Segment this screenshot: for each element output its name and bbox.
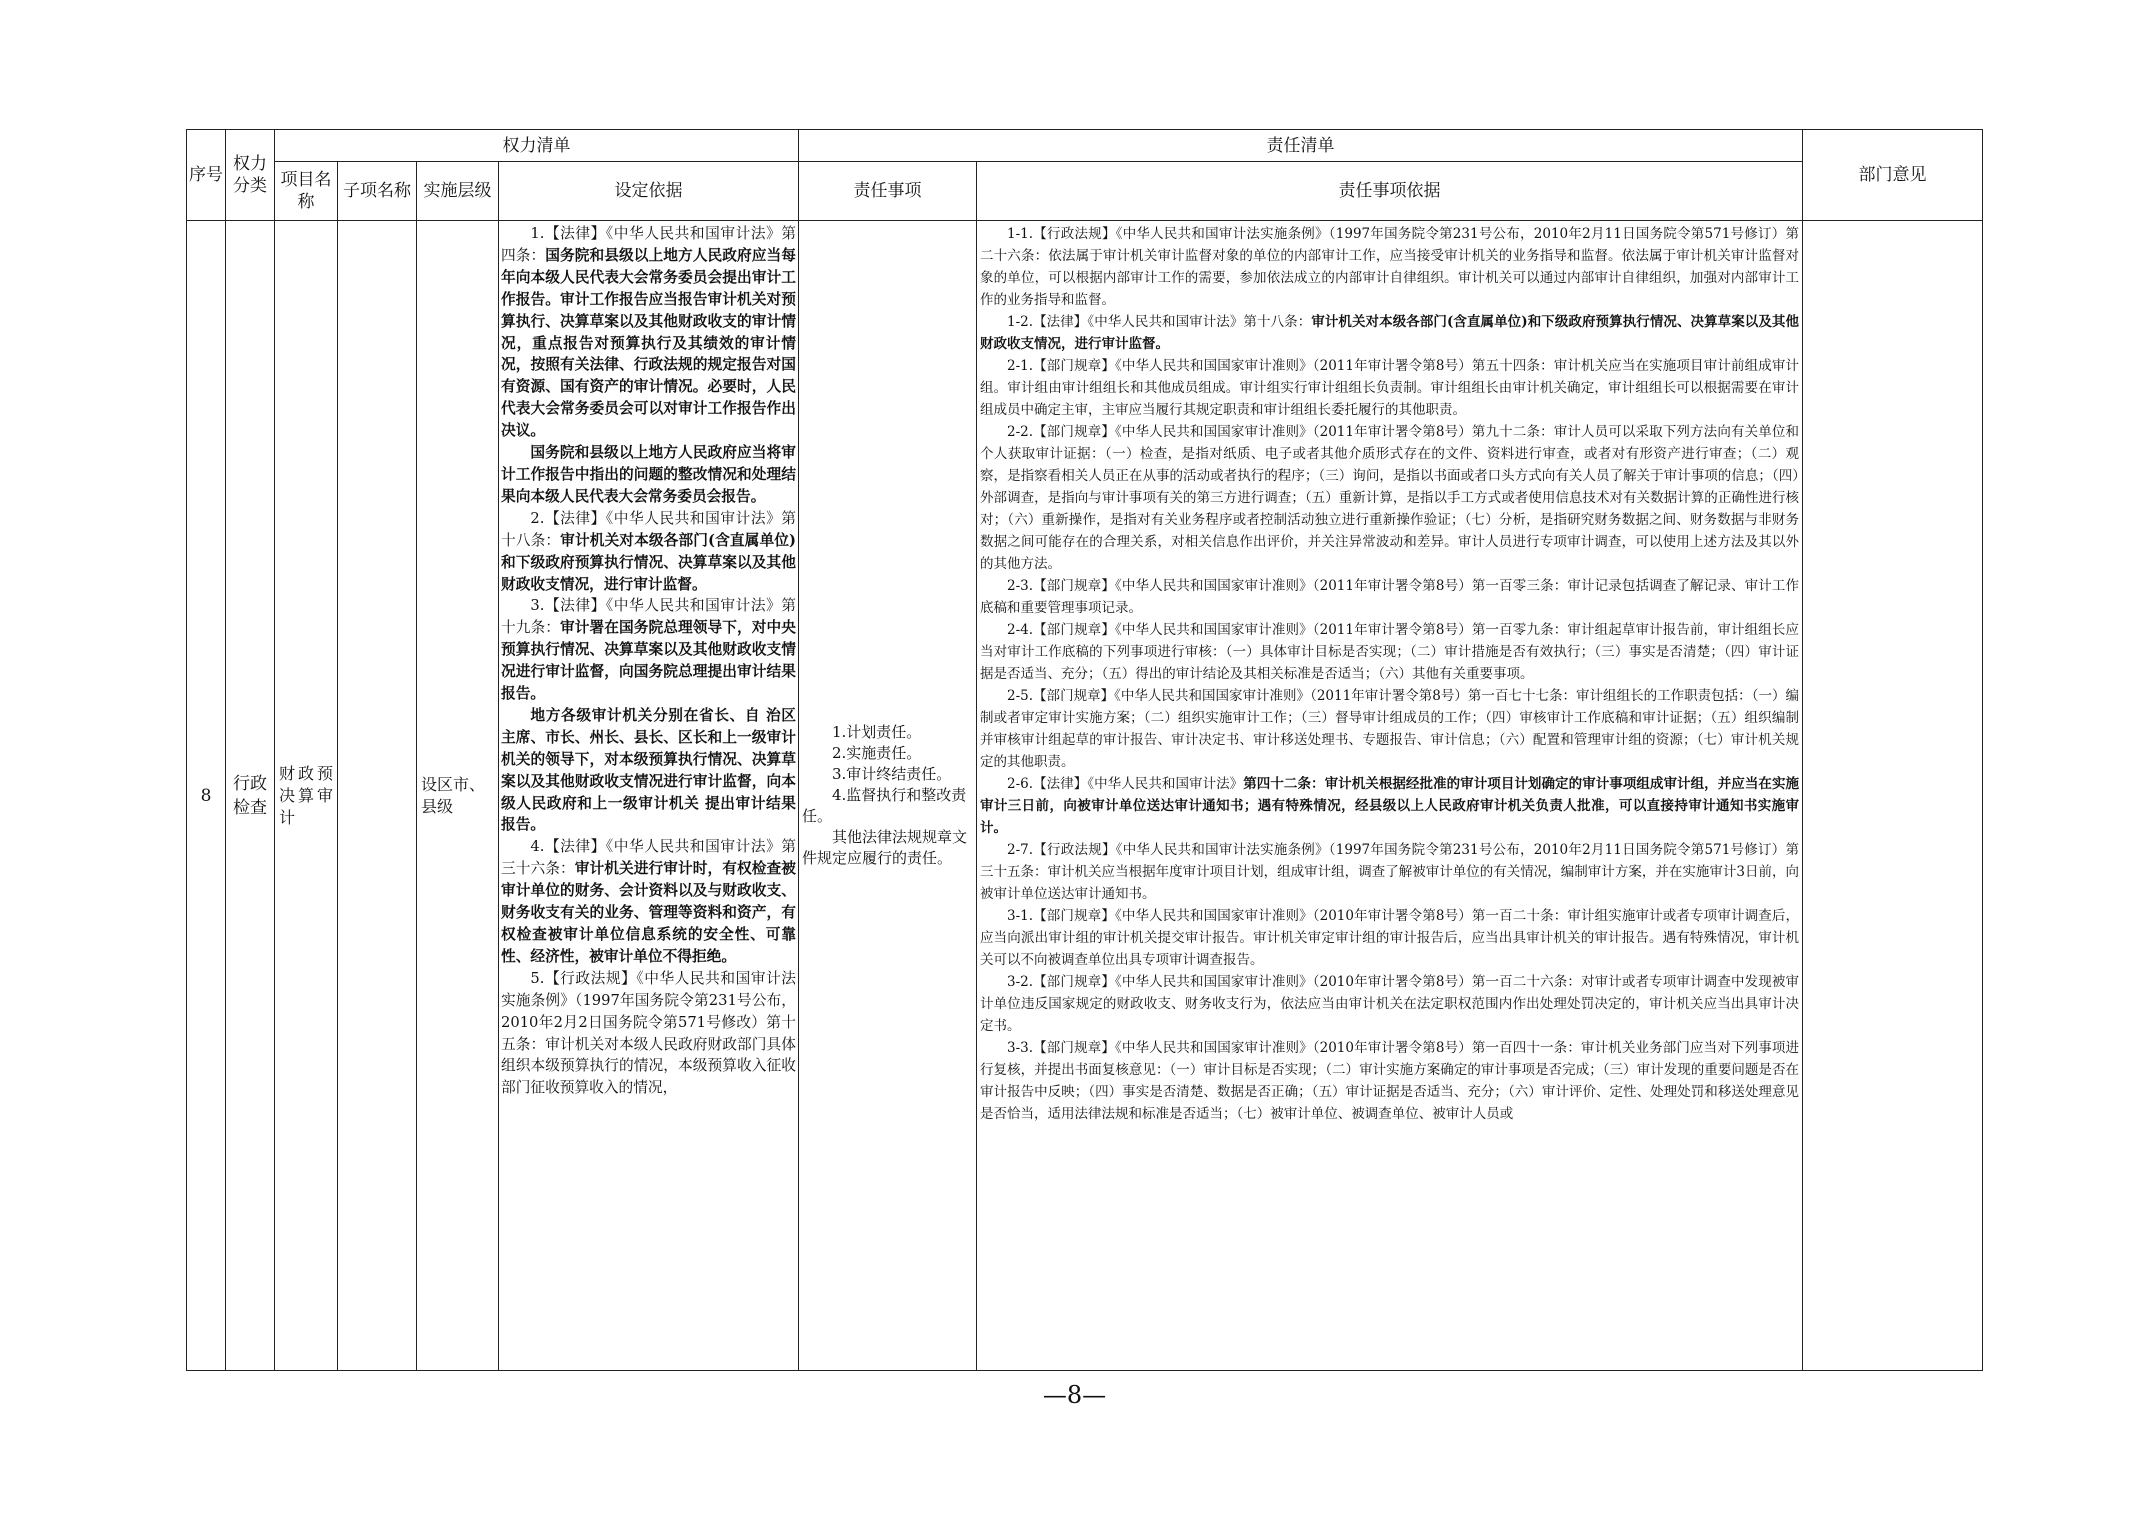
resp-paragraph: 2-6.【法律】《中华人民共和国审计法》第四十二条：审计机关根据经批准的审计项目计划确定的审计事项组成审计组，并应当在实施审计三日前，向被审计单位送达审计通知书；遇有特殊情况，经县级以上人民政府审计机关负责人批准，可以直接持审计通知书实施审计。 (980, 776, 1800, 836)
row-level: 设区市、县级 (417, 221, 499, 1371)
resp-paragraph: 2-3.【部门规章】《中华人民共和国国家审计准则》（2011年审计署令第8号）第一百零三条：审计记录包括调查了解记录、审计工作底稿和重要管理事项记录。 (980, 578, 1799, 616)
duty-item: 其他法律法规规章文件规定应履行的责任。 (802, 828, 968, 867)
resp-paragraph: 2-7.【行政法规】《中华人民共和国审计法实施条例》（1997年国务院令第231号公布，2010年2月11日国务院令第571号修订）第三十五条：审计机关应当根据年度审计项目计划，组成审计组，调查了解被审计单位的有关情况，编制审计方案，并在实施审计3日前，向被审计单位送达审计通知书。 (980, 842, 1799, 902)
header-responsibility-list: 责任清单 (799, 130, 1803, 162)
header-project-name: 项目名称 (275, 162, 338, 221)
resp-paragraph: 3-3.【部门规章】《中华人民共和国国家审计准则》（2010年审计署令第8号）第一百四十一条：审计机关业务部门应当对下列事项进行复核，并提出书面复核意见：（一）审计目标是否实现；（二）审计实施方案确定的审计事项是否完成；（三）审计发现的重要问题是否在审计报告中反映；（四）事实是否清楚、数据是否正确；（五）审计证据是否适当、充分；（六）审计评价、定性、处理处罚和移送处理意见是否恰当，适用法律法规和标准是否适当；（七）被审计单位、被调查单位、被审计人员或 (980, 1040, 1799, 1122)
responsibility-basis (977, 221, 1803, 1371)
basis-paragraph: 5.【行政法规】《中华人民共和国审计法实施条例》（1997年国务院令第231号公布，2010年2月2日国务院令第571号修改）第十五条：审计机关对本级人民政府财政部门具体组织本级预算执行的情况，本级预算收入征收部门征收预算收入的情况， (501, 969, 796, 1097)
setting-basis (499, 221, 799, 1371)
header-department-opinion: 部门意见 (1803, 130, 1983, 221)
resp-paragraph: 2-1.【部门规章】《中华人民共和国国家审计准则》（2011年审计署令第8号）第五十四条：审计机关应当在实施项目审计前组成审计组。审计组由审计组组长和其他成员组成。审计组实行审计组组长负责制。审计组组长由审计机关确定，审计组组长可以根据需要在审计组成员中确定主审，主审应当履行其规定职责和审计组组长委托履行的其他职责。 (980, 358, 1799, 418)
row-seq: 8 (187, 221, 226, 1371)
basis-paragraph: 4.【法律】《中华人民共和国审计法》第三十六条：审计机关进行审计时，有权检查被审计单位的财务、会计资料以及与财政收支、财务收支有关的业务、管理等资料和资产，有权检查被审计单位信息系统的安全性、可靠性、经济性，被审计单位不得拒绝。 (501, 838, 796, 965)
duty-item: 3.审计终结责任。 (832, 765, 952, 783)
page-number: —8— (1042, 1381, 1107, 1409)
header-level: 实施层级 (417, 162, 499, 221)
duty-item: 4.监督执行和整改责任。 (802, 786, 967, 825)
basis-paragraph: 国务院和县级以上地方人民政府应当将审计工作报告中指出的问题的整改情况和处理结果向本级人民代表大会常务委员会报告。 (501, 444, 796, 505)
table-row (187, 221, 1983, 1371)
row-category: 行政检查 (226, 221, 275, 1371)
resp-paragraph: 3-2.【部门规章】《中华人民共和国国家审计准则》（2010年审计署令第8号）第一百二十六条：对审计或者专项审计调查中发现被审计单位违反国家规定的财政收支、财务收支行为，依法应当由审计机关在法定职权范围内作出处理处罚决定的，审计机关应当出具审计决定书。 (980, 974, 1799, 1034)
resp-paragraph: 3-1.【部门规章】《中华人民共和国国家审计准则》（2010年审计署令第8号）第一百二十条：审计组实施审计或者专项审计调查后，应当向派出审计组的审计机关提交审计报告。审计机关审定审计组的审计报告后，应当出具审计机关的审计报告。遇有特殊情况，审计机关可以不向被调查单位出具专项审计调查报告。 (980, 908, 1799, 968)
duty-item: 1.计划责任。 (832, 723, 922, 741)
row-project-name: 财政预决算审计 (275, 221, 338, 1371)
header-basis: 设定依据 (499, 162, 799, 221)
resp-paragraph: 2-4.【部门规章】《中华人民共和国国家审计准则》（2011年审计署令第8号）第一百零九条：审计组起草审计报告前，审计组组长应当对审计工作底稿的下列事项进行审核：（一）具体审计目标是否实现；（二）审计措施是否有效执行；（三）事实是否清楚；（四）审计证据是否适当、充分；（五）得出的审计结论及其相关标准是否适当；（六）其他有关重要事项。 (980, 622, 1799, 682)
header-power-list: 权力清单 (275, 130, 799, 162)
resp-paragraph: 2-5.【部门规章】《中华人民共和国国家审计准则》（2011年审计署令第8号）第一百七十七条：审计组组长的工作职责包括：（一）编制或者审定审计实施方案；（二）组织实施审计工作；（三）督导审计组成员的工作；（四）审核审计工作底稿和审计证据；（五）组织编制并审核审计组起草的审计报告、审计决定书、审计移送处理书、专题报告、审计信息；（六）配置和管理审计组的资源；（七）审计机关规定的其他职责。 (980, 688, 1799, 770)
row-department-opinion (1803, 221, 1983, 1371)
resp-paragraph: 1-1.【行政法规】《中华人民共和国审计法实施条例》（1997年国务院令第231号公布，2010年2月11日国务院令第571号修订）第二十六条：依法属于审计机关审计监督对象的单位的内部审计工作，应当接受审计机关的业务指导和监督。依法属于审计机关审计监督对象的单位，可以根据内部审计工作的需要，参加依法成立的内部审计自律组织。审计机关可以通过内部审计自律组织，加强对内部审计工作的业务指导和监督。 (980, 226, 1799, 308)
power-responsibility-table (186, 129, 1983, 1371)
basis-paragraph: 3.【法律】《中华人民共和国审计法》第十九条：审计署在国务院总理领导下，对中央预算执行情况、决算草案以及其他财政收支情况进行审计监督，向国务院总理提出审计结果报告。 (501, 597, 796, 703)
basis-paragraph: 1.【法律】《中华人民共和国审计法》第四条：国务院和县级以上地方人民政府应当每年向本级人民代表大会常务委员会提出审计工作报告。审计工作报告应当报告审计机关对预算执行、决算草案以及其他财政收支的审计情况，重点报告对预算执行及其绩效的审计情况，按照有关法律、行政法规的规定报告对国有资源、国有资产的审计情况。必要时，人民代表大会常务委员会可以对审计工作报告作出决议。 (501, 225, 796, 440)
resp-paragraph: 2-2.【部门规章】《中华人民共和国国家审计准则》（2011年审计署令第8号）第九十二条：审计人员可以采取下列方法向有关单位和个人获取审计证据：（一）检查，是指对纸质、电子或者其他介质形式存在的文件、资料进行审查，或者对有形资产进行审查；（二）观察，是指察看相关人员正在从事的活动或者执行的程序；（三）询问，是指以书面或者口头方式向有关人员了解关于审计事项的信息；（四）外部调查，是指向与审计事项有关的第三方进行调查；（五）重新计算，是指以手工方式或者使用信息技术对有关数据计算的正确性进行核对；（六）重新操作，是指对有关业务程序或者控制活动独立进行重新操作验证；（七）分析，是指研究财务数据之间、财务数据与非财务数据之间可能存在的合理关系，对相关信息作出评价，并关注异常波动和差异。审计人员进行专项审计调查，可以使用上述方法及其以外的其他方法。 (980, 424, 1799, 572)
header-duty: 责任事项 (799, 162, 977, 221)
responsibility-items (799, 221, 977, 1371)
basis-paragraph: 2.【法律】《中华人民共和国审计法》第十八条：审计机关对本级各部门(含直属单位)和下级政府预算执行情况、决算草案以及其他财政收支情况，进行审计监督。 (501, 509, 796, 593)
header-duty-basis: 责任事项依据 (977, 162, 1803, 221)
header-category: 权力分类 (226, 130, 275, 221)
basis-paragraph: 地方各级审计机关分别在省长、自 治区主席、市长、州长、县长、区长和上一级审计机关的领导下，对本级预算执行情况、决算草案以及其他财政收支情况进行审计监督，向本级人民政府和上一级审计机关 提出审计结果报告。 (501, 706, 796, 834)
header-seq: 序号 (187, 130, 226, 221)
header-sub-name: 子项名称 (338, 162, 417, 221)
resp-paragraph: 1-2.【法律】《中华人民共和国审计法》第十八条：审计机关对本级各部门(含直属单位)和下级政府预算执行情况、决算草案以及其他财政收支情况，进行审计监督。 (980, 314, 1799, 352)
row-sub-name (338, 221, 417, 1371)
duty-item: 2.实施责任。 (832, 744, 922, 762)
